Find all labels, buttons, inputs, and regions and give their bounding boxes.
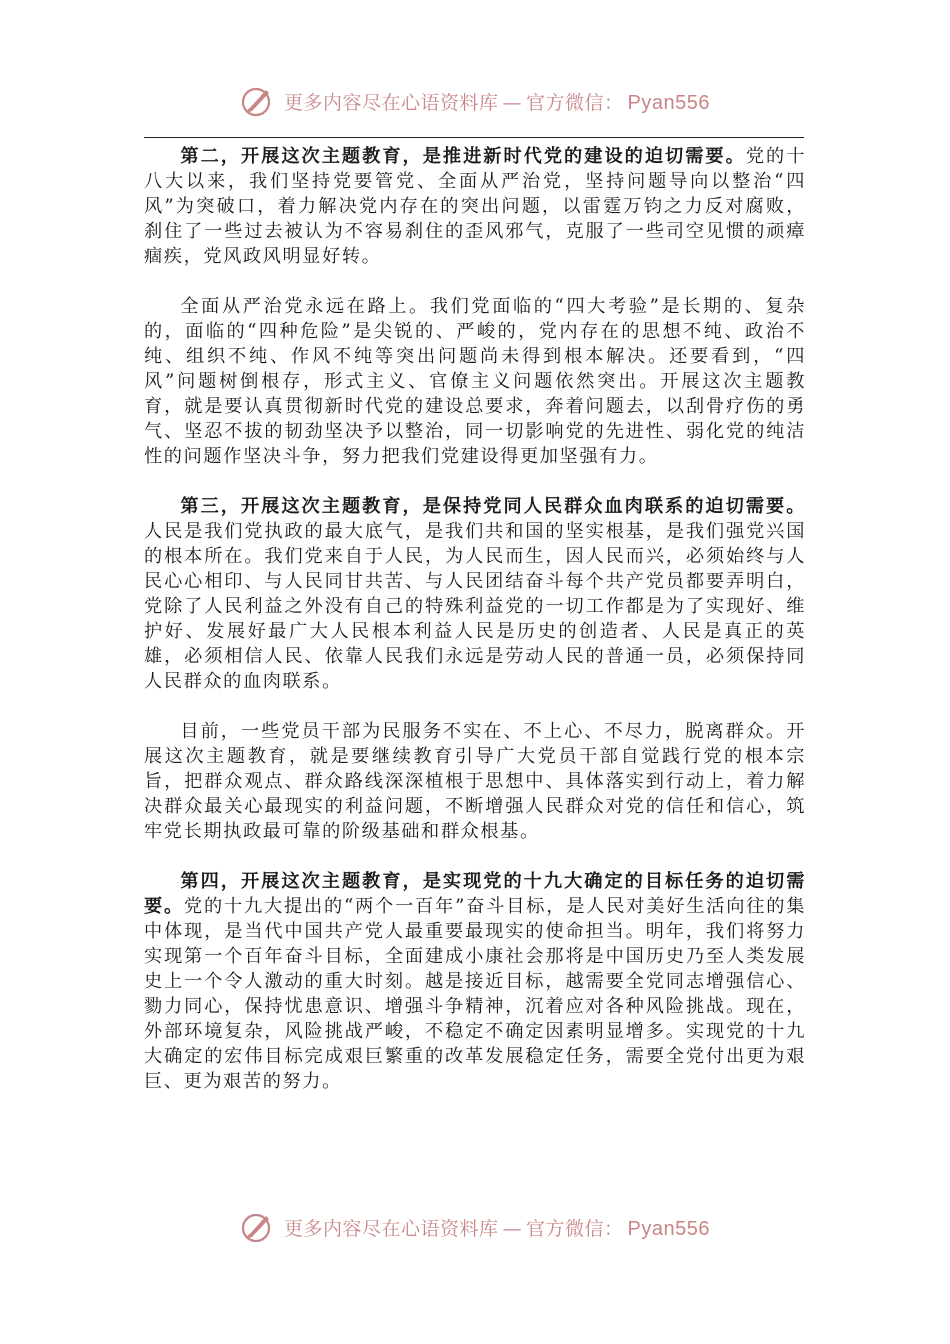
paragraph-third (144, 494, 806, 694)
watermark-prefix: 更多内容尽在心语资料库 (284, 91, 499, 114)
paragraph-text: 全面从严治党永远在路上。我们党面临的“四大考验”是长期的、复杂的，面临的“四种危险”是尖锐的、严峻的，党内存在的思想不纯、政治不纯、组织不纯、作风不纯等突出问题尚未得到根本解决。还要看到，“四风”问题树倒根存，形式主义、官僚主义问题依然突出。开展这次主题教育，就是要认真贯彻新时代党的建设总要求，奔着问题去，以刮骨疗伤的勇气、坚忍不拔的韧劲坚决予以整治，同一切影响党的先进性、弱化党的纯洁性的问题作坚决斗争，努力把我们党建设得更加坚强有力。 (144, 296, 806, 467)
quill-logo-icon (240, 1210, 274, 1244)
paragraph-text: 党的十八大以来，我们坚持党要管党、全面从严治党，坚持问题导向以整治“四风”为突破口，着力解决党内存在的突出问题，以雷霆万钧之力反对腐败，刹住了一些过去被认为不容易刹住的歪风邪气，克服了一些司空见惯的顽瘴痼疾，党风政风明显好转。 (144, 146, 806, 267)
header-watermark (0, 84, 950, 118)
watermark-prefix: 更多内容尽在心语资料库 (284, 1217, 499, 1240)
watermark-dash: — (502, 1217, 523, 1240)
watermark-wechat-label: 官方微信： (526, 91, 624, 114)
paragraph-self-governance (144, 294, 806, 469)
paragraph-text: 目前，一些党员干部为民服务不实在、不上心、不尽力，脱离群众。开展这次主题教育，就是要继续教育引导广大党员干部自觉践行党的根本宗旨，把群众观点、群众路线深深植根于思想中、具体落实到行动上，着力解决群众最关心最现实的利益问题，不断增强人民群众对党的信任和信心，筑牢党长期执政最可靠的阶级基础和群众根基。 (144, 721, 806, 842)
watermark-wechat-label: 官方微信： (526, 1217, 624, 1240)
watermark-text (284, 1214, 710, 1241)
paragraph-heading: 第三，开展这次主题教育，是保持党同人民群众血肉联系的迫切需要。 (180, 496, 806, 517)
watermark-dash: — (502, 91, 523, 114)
watermark-text (284, 88, 710, 115)
paragraph-text: 党的十九大提出的“两个一百年”奋斗目标，是人民对美好生活向往的集中体现，是当代中国共产党人最重要最现实的使命担当。明年，我们将努力实现第一个百年奋斗目标，全面建成小康社会那将是中国历史乃至人类发展史上一个令人激动的重大时刻。越是接近目标，越需要全党同志增强信心、勠力同心，保持忧患意识、增强斗争精神，沉着应对各种风险挑战。现在，外部环境复杂，风险挑战严峻，不稳定不确定因素明显增多。实现党的十九大确定的宏伟目标完成艰巨繁重的改革发展稳定任务，需要全党付出更为艰巨、更为艰苦的努力。 (144, 896, 806, 1092)
paragraph-heading: 第二，开展这次主题教育，是推进新时代党的建设的迫切需要。 (180, 146, 746, 167)
footer-watermark (0, 1210, 950, 1244)
quill-logo-icon (240, 84, 274, 118)
paragraph-current-issues (144, 719, 806, 844)
paragraph-fourth (144, 869, 806, 1094)
paragraph-second (144, 144, 806, 269)
header-divider (144, 137, 804, 138)
watermark-wechat-id: Pyan556 (627, 91, 710, 114)
document-body (144, 144, 806, 1119)
paragraph-text: 人民是我们党执政的最大底气，是我们共和国的坚实根基，是我们强党兴国的根本所在。我们党来自于人民，为人民而生，因人民而兴，必须始终与人民心心相印、与人民同甘共苦、与人民团结奋斗每个共产党员都要弄明白，党除了人民利益之外没有自己的特殊利益党的一切工作都是为了实现好、维护好、发展好最广大人民根本利益人民是历史的创造者、人民是真正的英雄，必须相信人民、依靠人民我们永远是劳动人民的普通一员，必须保持同人民群众的血肉联系。 (144, 521, 806, 692)
watermark-wechat-id: Pyan556 (627, 1217, 710, 1240)
paragraph-heading: 第四，开展这次主题教育，是实现党的十九大确定的目标任务的迫切需要。 (144, 871, 806, 917)
